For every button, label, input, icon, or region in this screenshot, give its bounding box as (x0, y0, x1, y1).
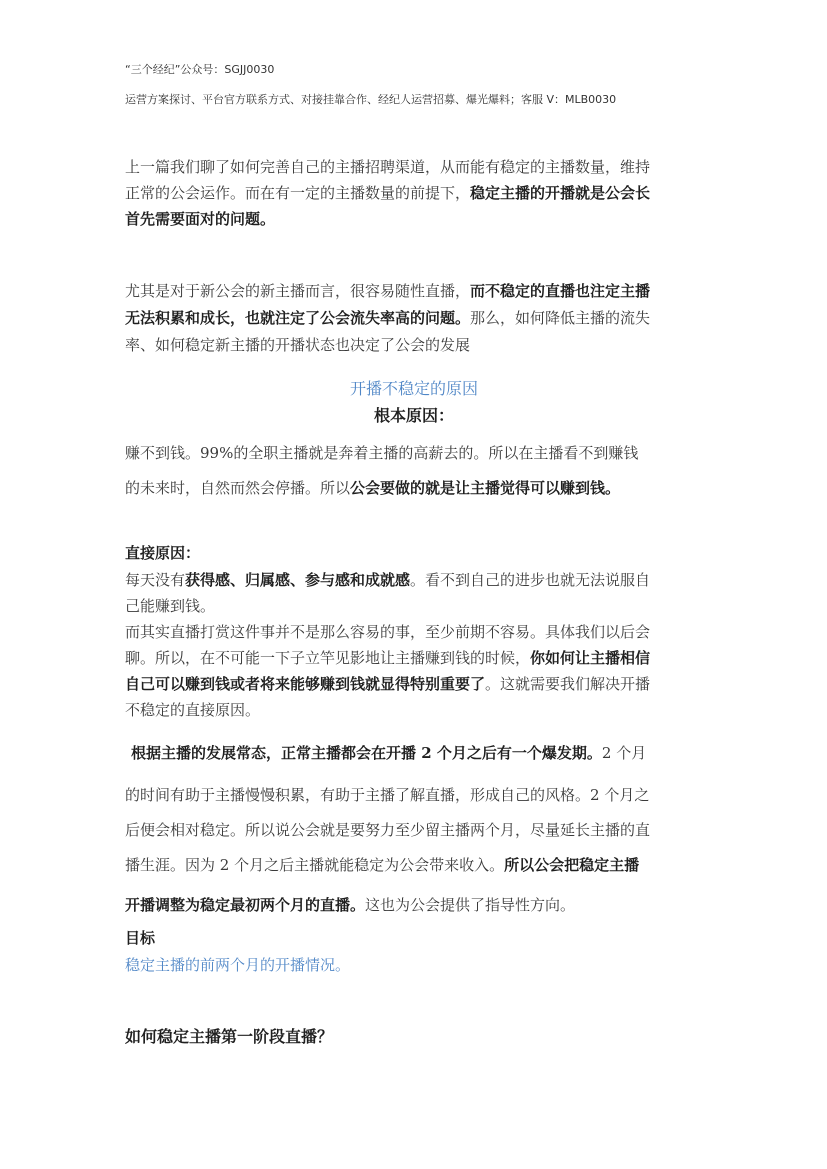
p2-line-1 (125, 278, 703, 305)
p6-bold-2: 所以公会把稳定主播 (504, 856, 640, 874)
p2-bold-1: 而不稳定的直播也注定主播 (470, 282, 651, 300)
root-cause-label: 根本原因： (373, 406, 454, 425)
p4-text-2: 。看不到自己的进步也就无法说服自 (410, 571, 651, 589)
p3-line-2 (125, 471, 703, 506)
goal-text: 稳定主播的前两个月的开播情况。 (125, 956, 351, 974)
direct-cause-label: 直接原因： (125, 544, 201, 562)
p4-line-1 (125, 567, 703, 593)
p3-bold-1: 公会要做的就是让主播觉得可以赚到钱。 (350, 479, 621, 497)
p2-text-2: 那么，如何降低主播的流失 (470, 309, 651, 327)
p5-line-4: 不稳定的直接原因。 (125, 701, 261, 719)
p6-line-4 (125, 848, 703, 883)
p6-bold-1: 根据主播的发展常态，正常主播都会在开播 2 个月之后有一个爆发期。 (131, 744, 602, 762)
intro-line-1: 上一篇我们聊了如何完善自己的主播招聘渠道，从而能有稳定的主播数量，维持 (125, 158, 651, 176)
p5-text-3: 。这就需要我们解决开播 (485, 675, 651, 693)
p6-bold-3: 开播调整为稳定最初两个月的直播。 (125, 896, 366, 914)
p3-text-2: 的未来时，自然而然会停播。所以 (125, 479, 351, 497)
p6-text-4: 播生涯。因为 2 个月之后主播就能稳定为公会带来收入。 (125, 856, 505, 874)
paragraph-root-cause (125, 436, 703, 506)
p2-line-3: 率、如何稳定新主播的开播状态也决定了公会的发展 (125, 336, 471, 354)
question-heading: 如何稳定主播第一阶段直播？ (125, 1027, 334, 1046)
p5-line-1: 而其实直播打赏这件事并不是那么容易的事，至少前期不容易。具体我们以后会 (125, 623, 651, 641)
p2-text-1: 尤其是对于新公会的新主播而言，很容易随性直播， (125, 282, 471, 300)
p6-line-3: 后便会相对稳定。所以说公会就是要努力至少留主播两个月，尽量延长主播的直 (125, 821, 651, 839)
p2-bold-2: 无法积累和成长，也就注定了公会流失率高的问题。 (125, 309, 471, 327)
p6-line-5 (125, 894, 703, 915)
intro-line-2 (125, 180, 703, 206)
p6-line-1 (125, 735, 703, 771)
intro-text: 正常的公会运作。而在有一定的主播数量的前提下， (125, 184, 471, 202)
paragraph-direct-cause (125, 567, 703, 723)
paragraph-new-streamers (125, 278, 703, 359)
p4-bold-1: 获得感、归属感、参与感和成就感 (185, 571, 411, 589)
p4-line-2: 己能赚到钱。 (125, 597, 216, 615)
header-account-line: “三个经纪”公众号：SGJJ0030 (125, 63, 275, 76)
section-title: 开播不稳定的原因 (349, 379, 478, 398)
p5-text-2: 聊。所以，在不可能一下子立竿见影地让主播赚到钱的时候， (125, 649, 531, 667)
p6-text-1: 2 个月 (601, 744, 647, 762)
paragraph-two-months-cont (125, 778, 703, 883)
p5-line-3 (125, 671, 703, 697)
header-services-line: 运营方案探讨、平台官方联系方式、对接挂靠合作、经纪人运营招募、爆光爆料；客服 V：MLB0030 (125, 93, 617, 106)
paragraph-two-months (125, 735, 703, 771)
paragraph-intro (125, 154, 703, 232)
p3-line-1: 赚不到钱。99%的全职主播就是奔着主播的高薪去的。所以在主播看不到赚钱 (125, 444, 639, 462)
p5-bold-2: 自己可以赚到钱或者将来能够赚到钱就显得特别重要了 (125, 675, 486, 693)
p6-line-2: 的时间有助于主播慢慢积累，有助于主播了解直播，形成自己的风格。2 个月之 (125, 786, 650, 804)
goal-label: 目标 (125, 929, 156, 947)
p4-text-1: 每天没有 (125, 571, 186, 589)
paragraph-two-months-end (125, 894, 703, 915)
p5-line-2 (125, 645, 703, 671)
p6-text-5: 这也为公会提供了指导性方向。 (365, 896, 576, 914)
p5-bold-1: 你如何让主播相信 (530, 649, 651, 667)
intro-bold-1: 稳定主播的开播就是公会长 (470, 184, 651, 202)
p2-line-2 (125, 305, 703, 332)
intro-line-3: 首先需要面对的问题。 (125, 210, 276, 228)
